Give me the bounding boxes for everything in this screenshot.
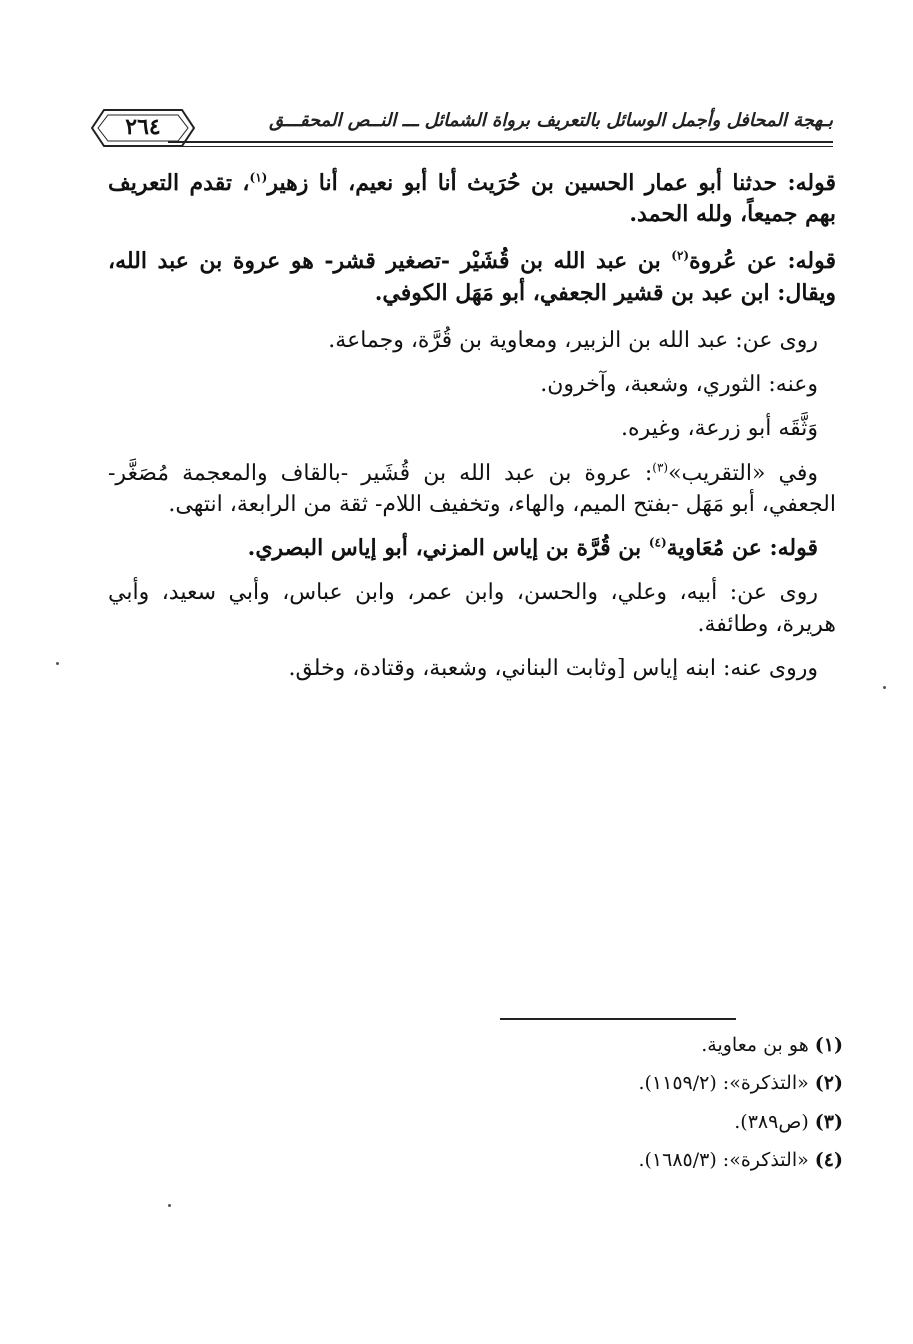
paragraph-text: وَثَّقَه أبو زرعة، وغيره. [621, 416, 818, 442]
footnote-ref: (٢) [671, 249, 690, 264]
page-number: ٢٦٤ [125, 114, 161, 140]
footnote-number: (٣) [814, 1110, 843, 1133]
footnotes [343, 1030, 843, 1184]
paragraph-text-tail: بن قُرَّة بن إياس المزني، أبو إياس البصري. [247, 535, 649, 562]
header-rule-thin [168, 146, 833, 147]
paragraph [108, 325, 836, 356]
page-number-badge [88, 105, 198, 151]
footnote [343, 1107, 843, 1137]
paragraph-text-tail: ، تقدم التعريف بهم جميعاً، ولله الحمد. [108, 170, 836, 228]
footnote-ref: (١) [249, 170, 268, 185]
paragraph-text: قوله: عن مُعَاوية [666, 535, 818, 562]
scan-speck [56, 662, 59, 665]
paragraph-text: وعنه: الثوري، وشعبة، وآخرون. [540, 372, 818, 398]
paragraph-text: وفي «التقريب» [668, 460, 818, 486]
paragraph [108, 168, 836, 230]
footnote [343, 1145, 843, 1175]
footnote [343, 1068, 843, 1098]
footnote-separator [500, 1018, 736, 1020]
header-rule [168, 141, 833, 143]
header-title: بـهجة المحافل وأجمل الوسائل بالتعريف برواة الشمائل ـــ النــص المحقـــق [269, 110, 833, 131]
footnote-number: (١) [814, 1034, 843, 1056]
paragraph [108, 413, 836, 444]
paragraph [108, 246, 836, 308]
footnote-text: هو بن معاوية. [701, 1034, 809, 1056]
footnote-text: «التذكرة»: (١٦٨٥/٣). [638, 1149, 809, 1172]
scan-speck [883, 686, 886, 689]
paragraph-text: قوله: عن عُروة [689, 248, 836, 275]
footnote-text: «التذكرة»: (١١٥٩/٢). [638, 1072, 809, 1095]
footnote-ref: (٣) [652, 460, 669, 475]
paragraph-text-tail: : عروة بن عبد الله بن قُشَير -بالقاف والمعجمة مُصَغَّر- الجعفي، أبو مَهَل -بفتح الميم، والهاء، وتخفيف اللام- ثقة من الرابعة، انتهى. [108, 460, 836, 517]
scan-speck [168, 1204, 171, 1207]
paragraph [108, 653, 836, 684]
paragraph [108, 458, 836, 520]
paragraph-text: قوله: حدثنا أبو عمار الحسين بن حُرَيث أنا أبو نعيم، أنا زهير [267, 170, 836, 196]
paragraph [108, 533, 836, 564]
paragraph-text: وروى عنه: ابنه إياس [وثابت البناني، وشعبة، وقتادة، وخلق. [288, 655, 818, 681]
footnote-ref: (٤) [648, 535, 667, 550]
footnote-text: (ص٣٨٩). [734, 1110, 809, 1133]
paragraph-text: روى عن: عبد الله بن الزبير، ومعاوية بن قُرَّة، وجماعة. [328, 327, 818, 353]
main-text [108, 168, 836, 684]
footnote-number: (٢) [814, 1072, 843, 1095]
footnote-number: (٤) [814, 1149, 843, 1172]
paragraph [108, 369, 836, 400]
running-header [68, 100, 833, 160]
paragraph-text: روى عن: أبيه، وعلي، والحسن، وابن عمر، وابن عباس، وأبي سعيد، وأبي هريرة، وطائفة. [108, 580, 836, 637]
paragraph-text-tail: بن عبد الله بن قُشَيْر -تصغير قشر- هو عروة بن عبد الله، ويقال: ابن عبد بن قشير الجعفي، أبو مَهَل الكوفي. [108, 248, 836, 306]
paragraph [108, 577, 836, 639]
footnote [343, 1030, 843, 1060]
